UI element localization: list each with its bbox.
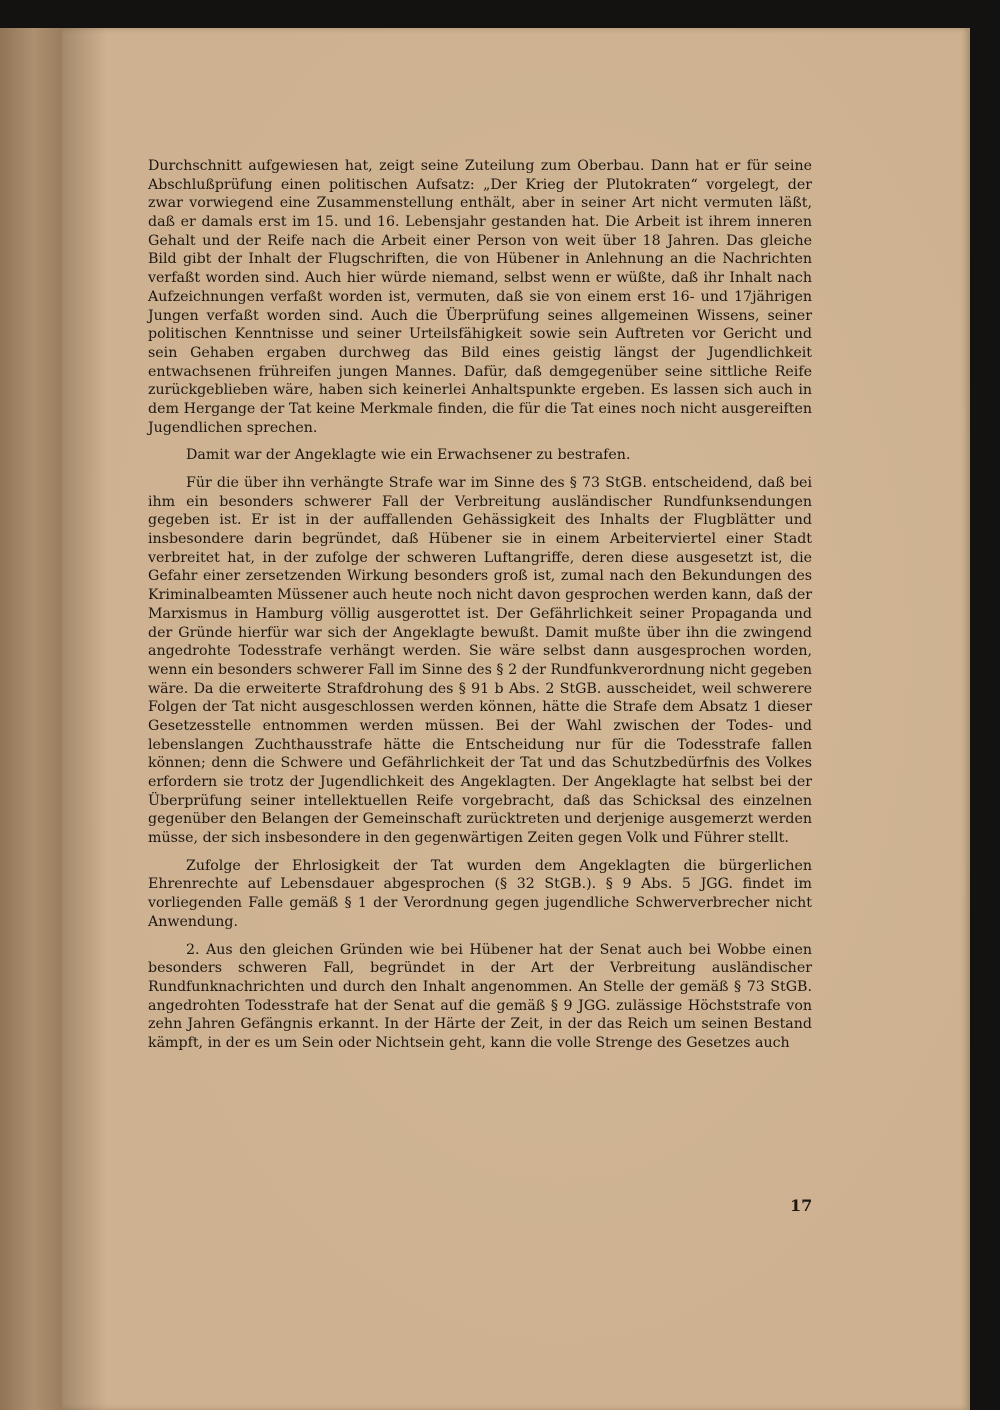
paragraph-4: Zufolge der Ehrlosigkeit der Tat wurden dem Angeklagten die bürgerlichen Ehrenrechte auf Lebensdauer abgesprochen (§ 32 StGB.). § 9 Abs. 5 JGG. findet im vorliegenden Falle gemäß § 1 der Verordnung gegen jugendliche Schwerverbrecher nicht Anwendung.: [148, 857, 812, 930]
paragraph-5: 2. Aus den gleichen Gründen wie bei Hübener hat der Senat auch bei Wobbe einen besonders schweren Fall, begründet in der Art der Verbreitung ausländischer Rundfunknachrichten und durch den Inhalt angenommen. An Stelle der gemäß § 73 StGB. angedrohten Todesstrafe hat der Senat auf die gemäß § 9 JGG. zulässige Höchststrafe von zehn Jahren Gefängnis erkannt. In der Härte der Zeit, in der das Reich um seinen Bestand kämpft, in der es um Sein oder Nichtsein geht, kann die volle Strenge des Gesetzes auch: [148, 941, 812, 1051]
paragraph-2: Damit war der Angeklagte wie ein Erwachsener zu bestrafen.: [186, 447, 631, 464]
book-page: [62, 28, 970, 1410]
page-number: 17: [790, 1196, 813, 1215]
adjacent-page-edge: [0, 28, 62, 1410]
body-text: [148, 157, 812, 1053]
paragraph-1: Durchschnitt aufgewiesen hat, zeigt seine Zuteilung zum Oberbau. Dann hat er für seine Abschlußprüfung einen politischen Aufsatz: „Der Krieg der Plutokraten“ vorgelegt, der zwar vorwiegend eine Zusammenstellung enthält, aber in seiner Art nicht vermuten läßt, daß er damals erst im 15. und 16. Lebensjahr gestanden hat. Die Arbeit ist ihrem inneren Gehalt und der Reife nach die Arbeit einer Person von weit über 18 Jahren. Das gleiche Bild gibt der Inhalt der Flugschriften, die von Hübener in Anlehnung an die Nachrichten verfaßt worden sind. Auch hier würde niemand, selbst wenn er wüßte, daß ihr Inhalt nach Aufzeichnungen verfaßt worden ist, vermuten, daß sie von einem erst 16- und 17jährigen Jungen verfaßt worden sind. Auch die Überprüfung seines allgemeinen Wissens, seiner politischen Kenntnisse und seiner Urteilsfähigkeit sowie sein Auftreten vor Gericht und sein Gehaben ergaben durchweg das Bild eines geistig längst der Jugendlichkeit entwachsenen frühreifen jungen Mannes. Dafür, daß demgegenüber seine sittliche Reife zurückgeblieben wäre, haben sich keinerlei Anhaltspunkte ergeben. Es lassen sich auch in dem Hergange der Tat keine Merkmale finden, die für die Tat eines noch nicht ausgereiften Jugendlichen sprechen.: [148, 158, 812, 436]
paragraph-3: Für die über ihn verhängte Strafe war im Sinne des § 73 StGB. entscheidend, daß bei ihm ein besonders schwerer Fall der Verbreitung ausländischer Rundfunksendungen gegeben ist. Er ist in der auffallenden Gehässigkeit des Inhalts der Flugblätter und insbesondere darin begründet, daß Hübener sie in einem Arbeiterviertel einer Stadt verbreitet hat, in der zufolge der schweren Luftangriffe, deren diese ausgesetzt ist, die Gefahr einer zersetzenden Wirkung besonders groß ist, zumal nach den Bekundungen des Kriminalbeamten Müssener auch heute noch nicht davon gesprochen werden kann, daß der Marxismus in Hamburg völlig ausgerottet ist. Der Gefährlichkeit seiner Propaganda und der Gründe hierfür war sich der Angeklagte bewußt. Damit mußte über ihn die zwingend angedrohte Todesstrafe verhängt werden. Sie wäre selbst dann ausgesprochen worden, wenn ein besonders schwerer Fall im Sinne des § 2 der Rundfunkverordnung nicht gegeben wäre. Da die erweiterte Strafdrohung des § 91 b Abs. 2 StGB. ausscheidet, weil schwerere Folgen der Tat nicht ausgeschlossen werden können, hätte die Strafe dem Absatz 1 dieser Gesetzesstelle entnommen werden müssen. Bei der Wahl zwischen der Todes- und lebenslangen Zuchthausstrafe hätte die Entscheidung nur für die Todesstrafe fallen können; denn die Schwere und Gefährlichkeit der Tat und das Schutzbedürfnis des Volkes erfordern sie trotz der Jugendlichkeit des Angeklagten. Der Angeklagte hat selbst bei der Überprüfung seiner intellektuellen Reife vorgebracht, daß das Schicksal des einzelnen gegenüber den Belangen der Gemeinschaft zurücktreten und derjenige ausgemerzt werden müsse, der sich insbesondere in den gegenwärtigen Zeiten gegen Volk und Führer stellt.: [148, 475, 812, 847]
